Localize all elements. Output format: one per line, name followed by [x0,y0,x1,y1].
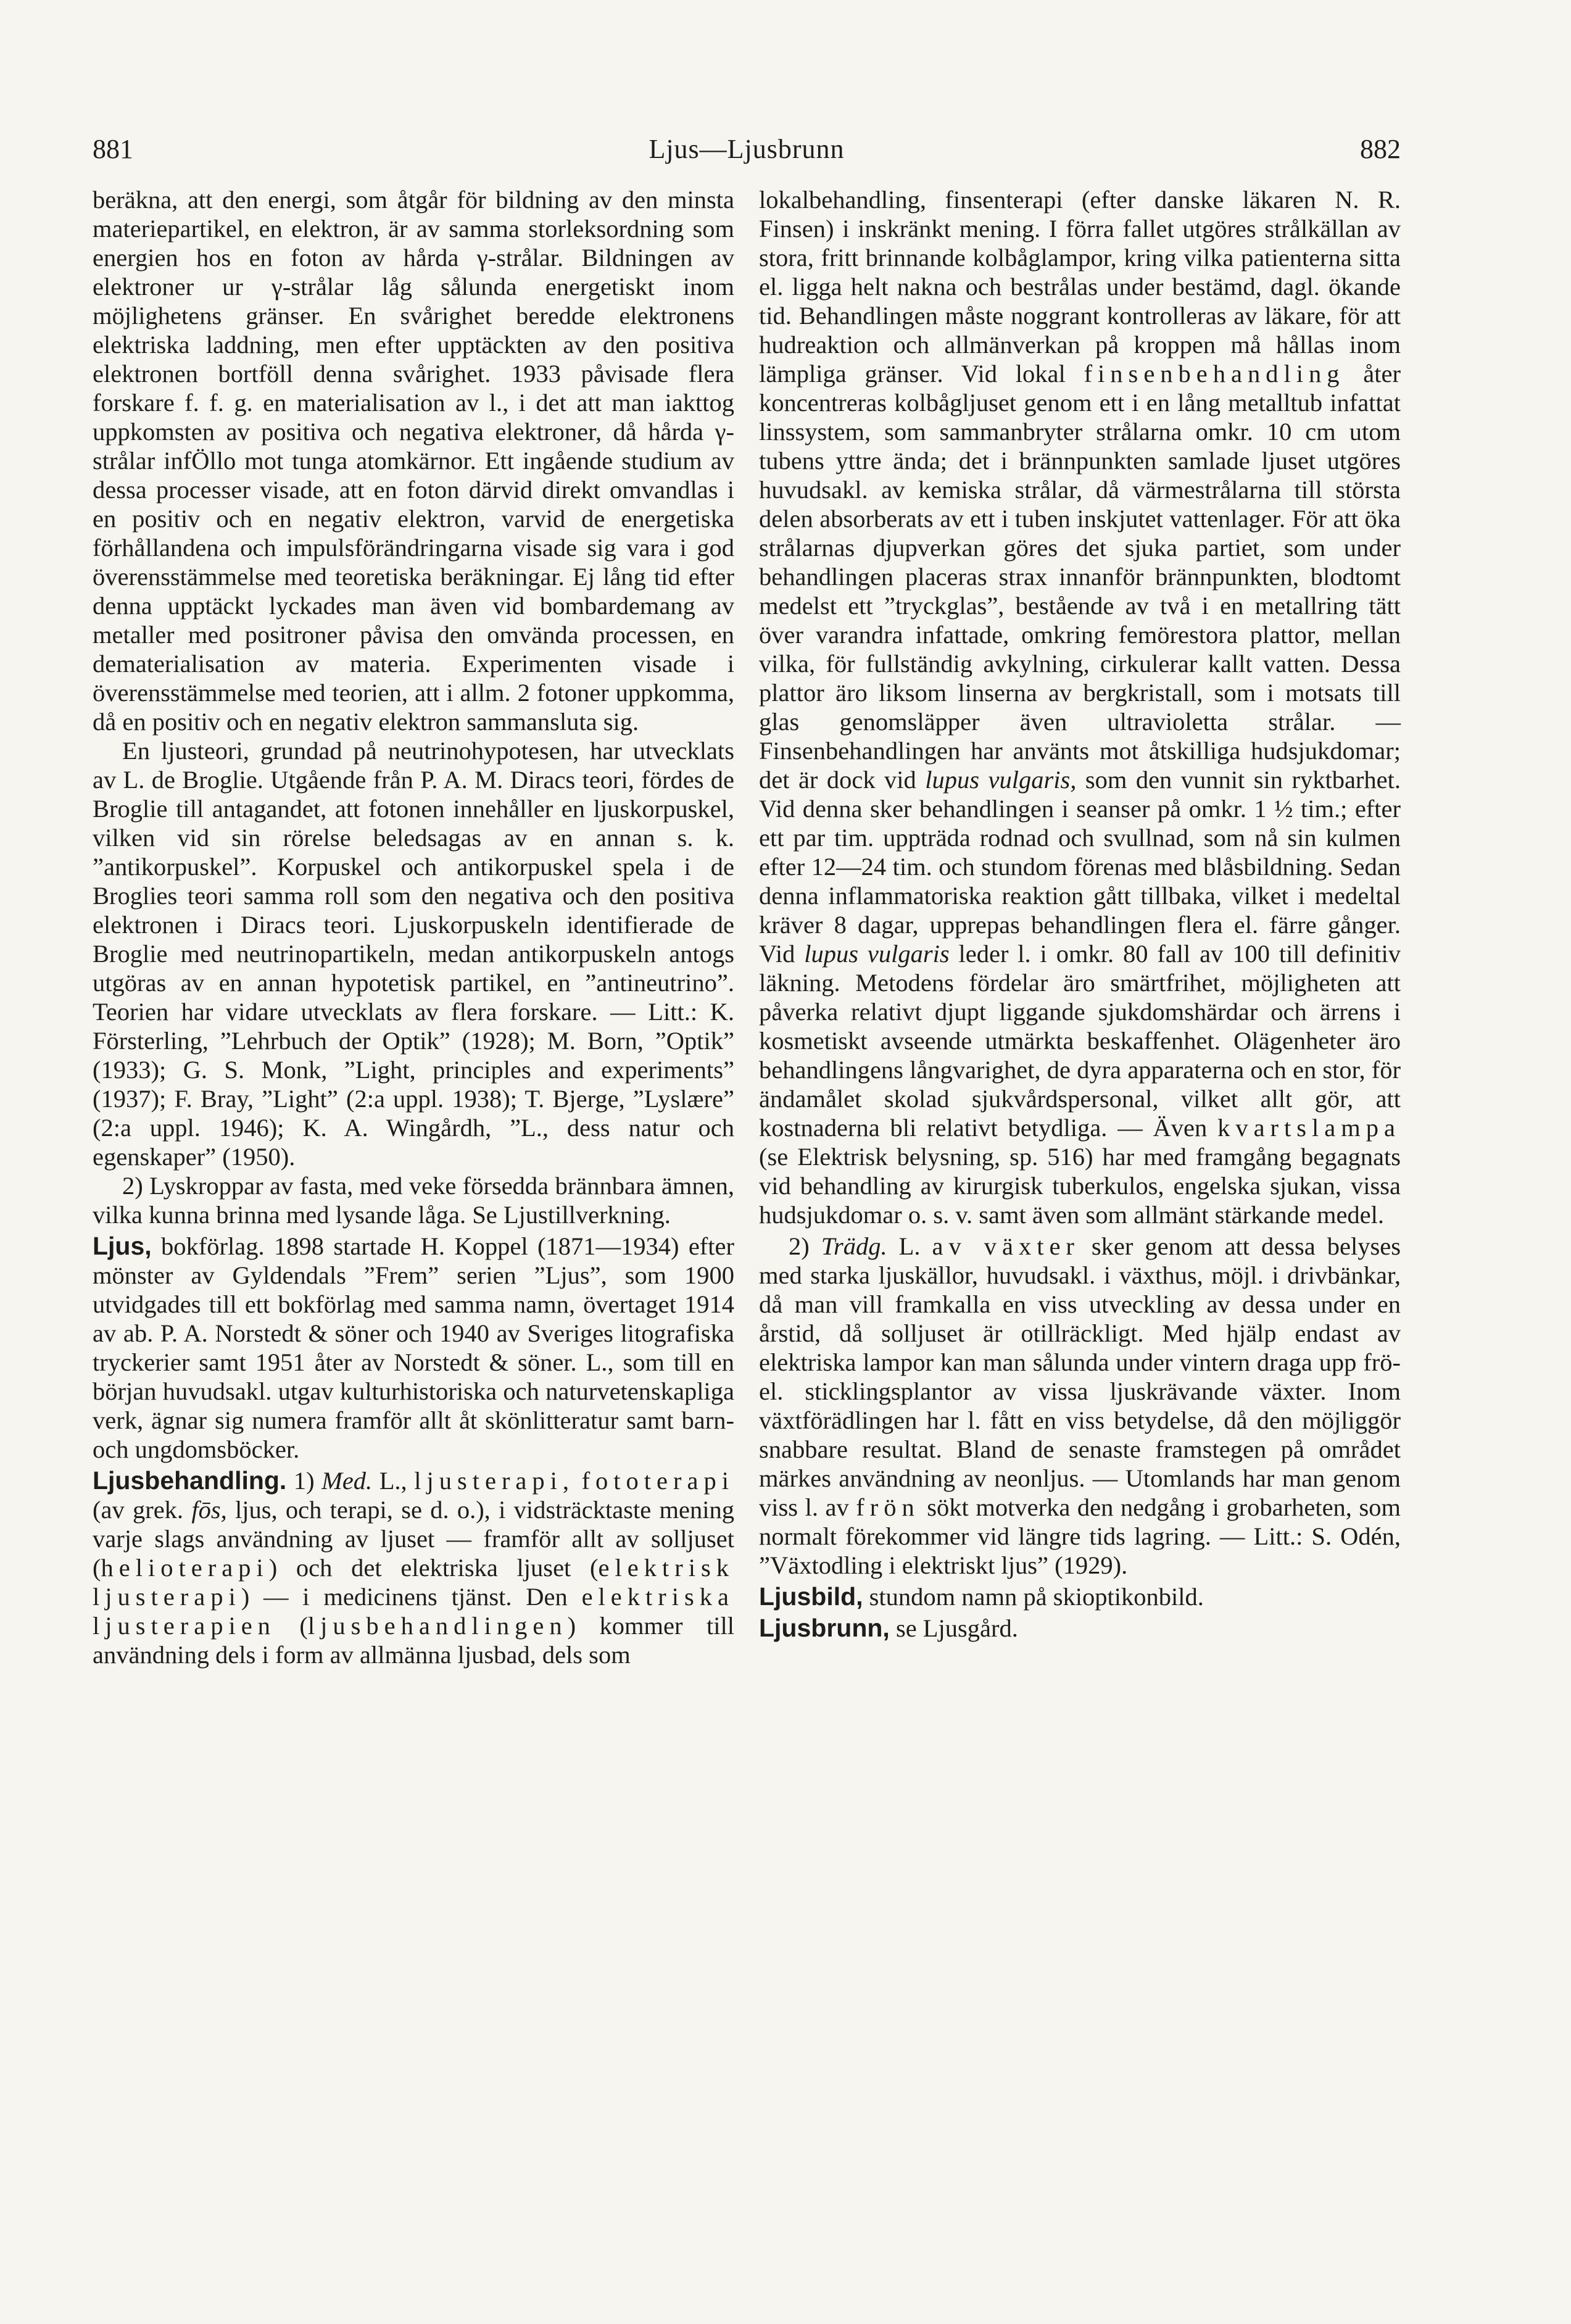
entry-text: 1) [286,1467,322,1495]
spaced-term: av växter [932,1232,1080,1260]
spaced-term: helioterapi [101,1554,269,1582]
paragraph: beräkna, att den energi, som åtgår för bildning av den minsta materiepartikel, en elektron, är av samma storleksordning som energien hos en foton av hårda γ-strålar. Bildningen av elektroner ur γ-strålar låg sålunda energetiskt inom möjlighetens gränser. En svårighet beredde elektronens elektriska laddning, men efter upptäckten av den positiva elektronen bortföll denna svårighet. 1933 påvisade flera forskare f. f. g. en materialisation av l., i det att man iakttog uppkomsten av positiva och negativa elektroner, då hårda γ-strålar infÖllo mot tunga atomkärnor. Ett ingående studium av dessa processer visade, att en foton därvid direkt omvandlas i en positiv och en negativ elektron, varvid de energetiska förhållandena och impulsförändringarna visade sig vara i god överensstämmelse med teoretiska beräkningar. Ej lång tid efter denna upptäckt lyckades man även vid bombardemang av metaller med positroner påvisa den omvända processen, en dematerialisation av materia. Experimenten visade i överensstämmelse med teorien, att i allm. 2 fotoner uppkomma, då en positiv och en negativ elektron sammansluta sig. [93,186,734,736]
italic-term: lupus vulgaris [804,940,950,968]
paragraph-text: sökt motverka den nedgång i grobarheten, som normalt förekommer vid längre tids lagring. — Litt.: S. Odén, ”Växtodling i elektriskt ljus” (1929). [759,1493,1401,1579]
spaced-term: frön [856,1493,920,1521]
right-column [759,185,1401,1643]
spaced-term: finsenbehandling [1084,360,1345,388]
entry-text: ) kommer till användning dels i form av allmänna ljusbad, dels som [93,1612,734,1669]
page-number-right: 882 [1360,134,1401,164]
paragraph-text: som den vunnit sin ryktbarhet. Vid denna sker behandlingen i seanser på omkr. 1 ½ tim.; efter ett par tim. uppträda rodnad och svullnad, som nå sin kulmen efter 12—24 tim. och stundom förenas med blåsbildning. Sedan denna inflammatoriska reaktion gått tillbaka, vilket i medeltal kräver 8 dagar, upprepas behandlingen flera el. färre gånger. Vid [759,766,1401,968]
left-column [93,185,734,1669]
paragraph-text: lokalbehandling, finsenterapi (efter danske läkaren N. R. Finsen) i inskränkt mening. I förra fallet utgöres strålkällan av stora, fritt brinnande kolbåglampor, kring vilka patienterna sitta el. ligga helt nakna och bestrålas under bestämd, dagl. ökande tid. Behandlingen måste noggrant kontrolleras av läkare, för att hudreaktion och allmänverkan på kroppen må hållas inom lämpliga gränser. Vid lokal [759,186,1401,388]
headword: Ljusbild, [759,1582,863,1611]
headword: Ljus, [93,1232,152,1260]
entry-text [574,1467,582,1495]
entry-text: bokförlag. 1898 startade H. Koppel (1871—1934) efter mönster av Gyldendals ”Frem” serien ”Ljus”, som 1900 utvidgades till ett bokförlag med samma namn, övertaget 1914 av ab. P. A. Norstedt & söner och 1940 av Sveriges litografiska tryckerier samt 1951 åter av Norstedt & söner. L., som till en början huvudsakl. utgav kulturhistoriska och naturvetenskapliga verk, ägnar sig numera framför allt åt skönlitteratur samt barn- och ungdomsböcker. [93,1232,734,1463]
entry-text: ( [275,1612,308,1640]
entry-text: ) och det elektriska ljuset ( [268,1554,599,1582]
page-number-left: 881 [93,134,133,164]
page-header [93,133,1401,170]
entry-text: ) — i medicinens tjänst. Den [241,1583,582,1611]
entry-text: se Ljusgård. [889,1614,1018,1642]
top-edge-mark [0,0,1571,4]
spaced-term: kvartslampa [1217,1114,1401,1142]
italic-term: Med. [321,1467,373,1495]
running-title: Ljus—Ljusbrunn [649,134,845,164]
spaced-term: elektrisk ljusterapi [93,1554,734,1611]
italic-term: lupus vulgaris, [925,766,1077,794]
italic-term: Trädg. [821,1232,887,1260]
entry-ljusbrunn [759,1614,1401,1643]
paragraph-text: L. [887,1232,932,1260]
entry-ljusbild [759,1582,1401,1611]
paragraph-text: sker genom att dessa belyses med starka ljuskällor, huvudsakl. i växthus, möjl. i drivbänkar, då man vill framkalla en viss utveckling av dessa under en årstid, då solljuset är otillräckligt. Med hjälp endast av elektriska lampor kan man sålunda under vintern draga upp frö- el. sticklingsplantor av vissa ljuskrävande växter. Inom växtförädlingen har l. fått en viss betydelse, då den möjliggör snabbare resultat. Bland de senaste framstegen på området märkes användning av neonljus. — Utomlands har man genom viss l. av [759,1232,1401,1521]
paragraph: En ljusteori, grundad på neutrinohypotesen, har utvecklats av L. de Broglie. Utgående från P. A. M. Diracs teori, fördes de Broglie till antagandet, att fotonen innehåller en ljuskorpuskel, vilken vid sin rörelse beledsagas av en annan s. k. ”antikorpuskel”. Korpuskel och antikorpuskel spela i de Broglies teori samma roll som den negativa och den positiva elektronen i Diracs teori. Ljuskorpuskeln identifierade de Broglie med neutrinopartikeln, medan antikorpuskeln antogs utgöras av en annan hypotetisk partikel, en ”antineutrino”. Teorien har vidare utvecklats av flera forskare. — Litt.: K. Försterling, ”Lehrbuch der Optik” (1928); M. Born, ”Optik” (1933); G. S. Monk, ”Light, principles and experiments” (1937); F. Bray, ”Light” (2:a uppl. 1938); T. Bjerge, ”Lyslære” (2:a uppl. 1946); K. A. Wingårdh, ”L., dess natur och egenskaper” (1950). [93,737,734,1171]
entry-ljusbehandling [93,1466,734,1669]
spaced-term: ljusbehandlingen [307,1612,568,1640]
paragraph-text: 2) [789,1232,821,1260]
entry-text: ljus, och terapi, se d. o.), i vidsträcktaste mening varje slags användning av ljuset — framför allt av solljuset ( [93,1496,734,1582]
spaced-term: ljusterapi, [414,1467,575,1495]
paragraph-text: (se Elektrisk belysning, sp. 516) har med framgång begagnats vid behandling av kirurgisk tuberkulos, engelska sjukan, vissa hudsjukdomar o. s. v. samt även som allmänt stärkande medel. [759,1143,1401,1229]
entry-text: stundom namn på skioptikonbild. [863,1583,1204,1611]
headword: Ljusbrunn, [759,1614,890,1642]
entry-text: (av grek. [93,1496,192,1524]
italic-term: fōs, [191,1496,227,1524]
paragraph: 2) Lyskroppar av fasta, med veke försedda brännbara ämnen, vilka kunna brinna med lysande låga. Se Ljustillverkning. [93,1172,734,1229]
paragraph [759,185,1401,1229]
spaced-term: elektriska ljusterapien [93,1583,734,1640]
entry-text: L., [372,1467,415,1495]
entry-ljus [93,1232,734,1464]
paragraph-text: leder l. i omkr. 80 fall av 100 till definitiv läkning. Metodens fördelar äro smärtfrihet, möjligheten att påverka relativt djupt liggande sjukdomshärdar och ärrens i kosmetiskt avseende utmärkta beskaffenhet. Olägenheter äro behandlingens långvarighet, de dyra apparaterna och en stor, för ändamålet skolad sjukvårdspersonal, vilket allt gör, att kostnaderna bli relativt betydliga. — Även [759,940,1401,1142]
paragraph-text: åter koncentreras kolbågljuset genom ett i en lång metalltub infattat linssystem, som sammanbryter strålarna omkr. 10 cm utom tubens yttre ända; det i brännpunkten samlade ljuset utgöres huvudsakl. av kemiska strålar, då värmestrålarna till största delen absorberats av ett i tuben inskjutet vattenlager. För att öka strålarnas djupverkan göres det sjuka partiet, som under behandlingen placeras strax innanför brännpunkten, blodtomt medelst ett ”tryckglas”, bestående av två i en metallring tätt över varandra infattade, omkring femörestora plattor, mellan vilka, för fullständig avkylning, cirkulerar kallt vatten. Dessa plattor äro liksom linserna av bergkristall, som i motsats till glas genomsläpper även ultravioletta strålar. — Finsenbehandlingen har använts mot åtskilliga hudsjukdomar; det är dock vid [759,360,1401,794]
paragraph [759,1232,1401,1580]
headword: Ljusbehandling. [93,1466,287,1495]
spaced-term: fototerapi [581,1467,734,1495]
